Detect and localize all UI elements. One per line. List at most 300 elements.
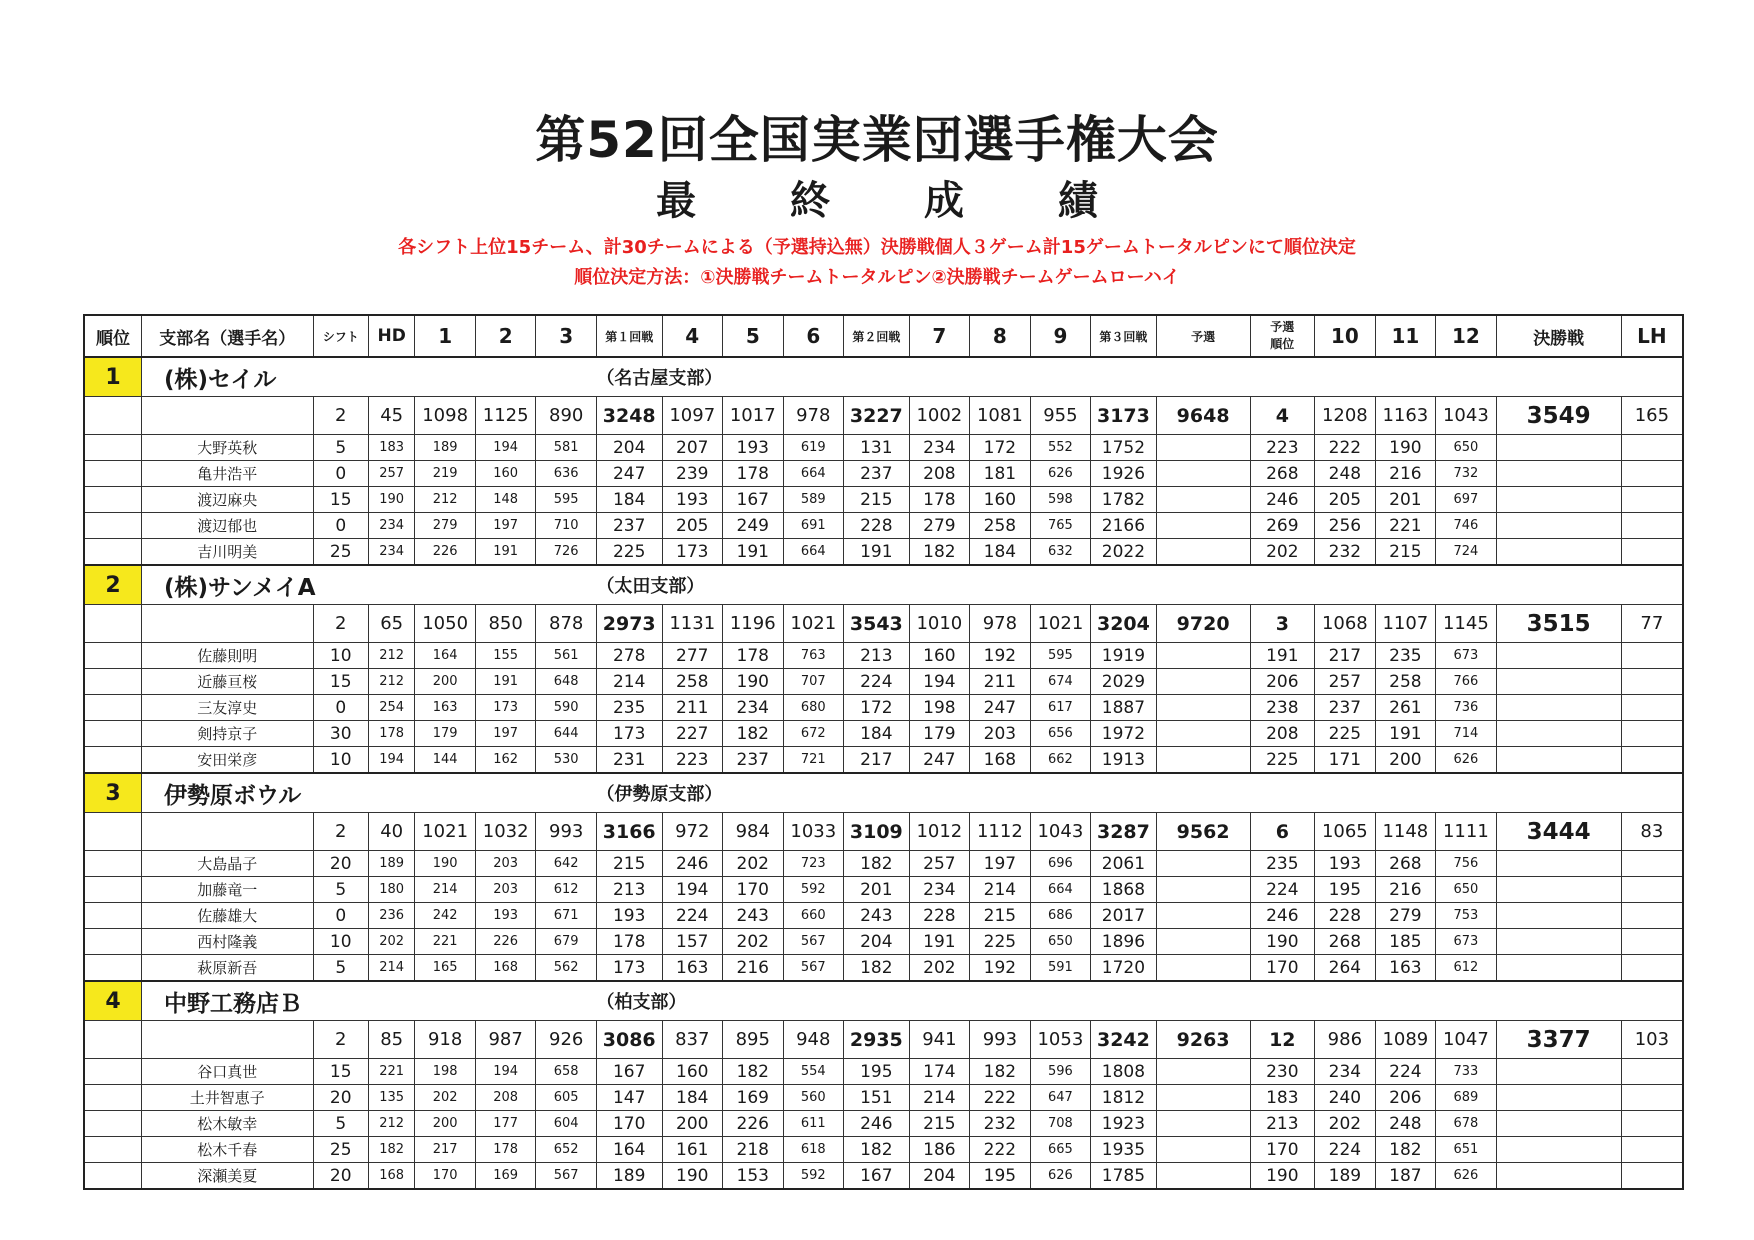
player-name: 佐藤雄大 [142, 903, 314, 929]
player-lh [1496, 1137, 1621, 1163]
team-round-3-total: 3173 [1091, 397, 1157, 435]
header-game-12: 12 [1436, 315, 1497, 357]
team-prelim-total: 9263 [1156, 1021, 1250, 1059]
player-game-1: 257 [368, 461, 414, 487]
player-lh [1496, 435, 1621, 461]
player-game-4: 170 [596, 1111, 662, 1137]
player-game-11: 237 [1315, 695, 1376, 721]
player-round-3-total: 596 [1030, 1059, 1091, 1085]
team-round-2-total: 3543 [844, 605, 910, 643]
player-game-6: 178 [723, 461, 784, 487]
player-lh-blank [1621, 1163, 1683, 1190]
team-game-1: 1021 [415, 813, 476, 851]
player-game-10: 238 [1250, 695, 1315, 721]
team-hd: 45 [368, 397, 414, 435]
player-prelim-total: 1720 [1091, 955, 1157, 982]
team-round-1-total: 3086 [596, 1021, 662, 1059]
player-rank-blank [84, 721, 142, 747]
player-rank-blank [84, 1163, 142, 1190]
player-game-12: 258 [1375, 669, 1436, 695]
player-game-10: 223 [1250, 435, 1315, 461]
player-hd: 30 [313, 721, 368, 747]
team-final-total: 3377 [1496, 1021, 1621, 1059]
player-game-8: 228 [909, 903, 970, 929]
header-prelim-rank-line2: 順位 [1270, 337, 1295, 351]
team-prelim-rank: 3 [1250, 605, 1315, 643]
team-game-12: 1111 [1436, 813, 1497, 851]
team-branch: （太田支部） [596, 565, 1683, 605]
player-game-8: 182 [909, 539, 970, 566]
player-lh-blank [1621, 487, 1683, 513]
player-prelim-total: 1923 [1091, 1111, 1157, 1137]
team-game-12: 1145 [1436, 605, 1497, 643]
player-prelim-rank [1156, 929, 1250, 955]
player-name: 安田栄彦 [142, 747, 314, 774]
player-game-1: 234 [368, 539, 414, 566]
player-lh-blank [1621, 513, 1683, 539]
team-game-12: 1043 [1436, 397, 1497, 435]
player-name: 西村隆義 [142, 929, 314, 955]
player-game-5: 194 [662, 877, 723, 903]
player-game-1: 180 [368, 877, 414, 903]
player-game-6: 170 [723, 877, 784, 903]
header-game-11: 11 [1375, 315, 1436, 357]
player-lh-blank [1621, 1137, 1683, 1163]
player-rank-blank [84, 435, 142, 461]
player-game-1: 221 [368, 1059, 414, 1085]
player-round-2-total: 680 [783, 695, 844, 721]
player-row [84, 1163, 1683, 1190]
player-game-8: 234 [909, 435, 970, 461]
player-lh [1496, 669, 1621, 695]
player-rank-blank [84, 695, 142, 721]
player-round-3-total: 650 [1030, 929, 1091, 955]
player-lh [1496, 1111, 1621, 1137]
player-game-6: 226 [723, 1111, 784, 1137]
player-prelim-total: 1868 [1091, 877, 1157, 903]
player-game-7: 213 [844, 643, 910, 669]
player-lh [1496, 1059, 1621, 1085]
player-lh-blank [1621, 955, 1683, 982]
player-lh [1496, 1163, 1621, 1190]
player-game-8: 204 [909, 1163, 970, 1190]
player-game-12: 215 [1375, 539, 1436, 566]
player-prelim-total: 1972 [1091, 721, 1157, 747]
player-rank-blank [84, 643, 142, 669]
team-header-row [84, 565, 1683, 605]
player-round-3-total: 595 [1030, 643, 1091, 669]
player-prelim-rank [1156, 721, 1250, 747]
player-game-7: 217 [844, 747, 910, 774]
player-game-4: 235 [596, 695, 662, 721]
player-game-1: 190 [368, 487, 414, 513]
player-lh-blank [1621, 929, 1683, 955]
player-game-11: 234 [1315, 1059, 1376, 1085]
player-row [84, 1085, 1683, 1111]
player-prelim-rank [1156, 539, 1250, 566]
player-game-9: 258 [970, 513, 1031, 539]
player-game-4: 215 [596, 851, 662, 877]
header-lh: LH [1621, 315, 1683, 357]
player-game-4: 189 [596, 1163, 662, 1190]
player-rank-blank [84, 1085, 142, 1111]
team-game-9: 1043 [1030, 813, 1091, 851]
player-game-4: 173 [596, 955, 662, 982]
player-game-7: 151 [844, 1085, 910, 1111]
player-game-9: 232 [970, 1111, 1031, 1137]
player-round-3-total: 656 [1030, 721, 1091, 747]
player-game-10: 191 [1250, 643, 1315, 669]
player-game-2: 190 [415, 851, 476, 877]
player-game-10: 202 [1250, 539, 1315, 566]
player-game-9: 222 [970, 1137, 1031, 1163]
player-round-3-total: 664 [1030, 877, 1091, 903]
team-game-10: 986 [1315, 1021, 1376, 1059]
player-hd: 20 [313, 1085, 368, 1111]
header-round-3: 第３回戦 [1091, 315, 1157, 357]
player-game-12: 187 [1375, 1163, 1436, 1190]
player-hd: 20 [313, 1163, 368, 1190]
player-name: 渡辺麻央 [142, 487, 314, 513]
player-game-1: 236 [368, 903, 414, 929]
team-total-name-blank [142, 813, 314, 851]
player-final-total: 756 [1436, 851, 1497, 877]
team-final-total: 3549 [1496, 397, 1621, 435]
player-game-1: 182 [368, 1137, 414, 1163]
player-game-7: 228 [844, 513, 910, 539]
player-game-4: 184 [596, 487, 662, 513]
team-lh: 103 [1621, 1021, 1683, 1059]
player-final-total: 766 [1436, 669, 1497, 695]
player-prelim-rank [1156, 695, 1250, 721]
player-rank-blank [84, 851, 142, 877]
player-game-10: 268 [1250, 461, 1315, 487]
player-round-1-total: 562 [536, 955, 597, 982]
player-round-3-total: 647 [1030, 1085, 1091, 1111]
player-game-4: 225 [596, 539, 662, 566]
player-game-2: 200 [415, 1111, 476, 1137]
player-rank-blank [84, 539, 142, 566]
team-total-name-blank [142, 1021, 314, 1059]
player-game-6: 243 [723, 903, 784, 929]
player-game-11: 264 [1315, 955, 1376, 982]
player-game-11: 268 [1315, 929, 1376, 955]
team-game-2: 1032 [475, 813, 536, 851]
player-lh [1496, 929, 1621, 955]
player-game-11: 193 [1315, 851, 1376, 877]
player-name: 亀井浩平 [142, 461, 314, 487]
player-game-9: 203 [970, 721, 1031, 747]
player-game-11: 189 [1315, 1163, 1376, 1190]
player-game-5: 227 [662, 721, 723, 747]
player-final-total: 714 [1436, 721, 1497, 747]
player-round-1-total: 710 [536, 513, 597, 539]
team-round-3-total: 3204 [1091, 605, 1157, 643]
team-game-9: 955 [1030, 397, 1091, 435]
player-game-3: 169 [475, 1163, 536, 1190]
player-row [84, 903, 1683, 929]
team-game-8: 993 [970, 1021, 1031, 1059]
player-name: 三友淳史 [142, 695, 314, 721]
team-total-row [84, 813, 1683, 851]
player-game-8: 214 [909, 1085, 970, 1111]
team-game-9: 1021 [1030, 605, 1091, 643]
team-game-11: 1148 [1375, 813, 1436, 851]
player-lh-blank [1621, 539, 1683, 566]
player-game-2: 200 [415, 669, 476, 695]
team-branch: （名古屋支部） [596, 357, 1683, 397]
player-rank-blank [84, 513, 142, 539]
player-final-total: 689 [1436, 1085, 1497, 1111]
player-hd: 0 [313, 461, 368, 487]
player-lh [1496, 851, 1621, 877]
team-total-rank-blank [84, 605, 142, 643]
team-header-row [84, 357, 1683, 397]
player-game-12: 224 [1375, 1059, 1436, 1085]
team-lh: 83 [1621, 813, 1683, 851]
player-row [84, 877, 1683, 903]
player-game-10: 224 [1250, 877, 1315, 903]
player-round-1-total: 604 [536, 1111, 597, 1137]
player-game-10: 235 [1250, 851, 1315, 877]
player-row [84, 435, 1683, 461]
player-round-2-total: 664 [783, 461, 844, 487]
player-game-9: 214 [970, 877, 1031, 903]
player-game-11: 248 [1315, 461, 1376, 487]
player-game-12: 279 [1375, 903, 1436, 929]
player-hd: 0 [313, 903, 368, 929]
team-lh: 165 [1621, 397, 1683, 435]
team-name: (株)セイル [142, 357, 597, 397]
player-final-total: 650 [1436, 877, 1497, 903]
player-game-4: 173 [596, 721, 662, 747]
team-rank: 1 [84, 357, 142, 397]
team-total-row [84, 1021, 1683, 1059]
team-game-7: 941 [909, 1021, 970, 1059]
player-game-8: 191 [909, 929, 970, 955]
player-prelim-rank [1156, 1137, 1250, 1163]
team-game-6: 978 [783, 397, 844, 435]
team-game-6: 948 [783, 1021, 844, 1059]
header-game-2: 2 [475, 315, 536, 357]
player-prelim-total: 1926 [1091, 461, 1157, 487]
player-lh-blank [1621, 721, 1683, 747]
player-game-12: 248 [1375, 1111, 1436, 1137]
player-prelim-total: 1752 [1091, 435, 1157, 461]
player-game-9: 195 [970, 1163, 1031, 1190]
player-row [84, 955, 1683, 982]
team-shift: 2 [313, 605, 368, 643]
team-shift: 2 [313, 397, 368, 435]
player-game-5: 207 [662, 435, 723, 461]
player-round-1-total: 642 [536, 851, 597, 877]
player-game-10: 170 [1250, 955, 1315, 982]
player-round-3-total: 708 [1030, 1111, 1091, 1137]
player-game-5: 239 [662, 461, 723, 487]
player-game-9: 225 [970, 929, 1031, 955]
player-game-7: 195 [844, 1059, 910, 1085]
player-game-8: 194 [909, 669, 970, 695]
player-prelim-total: 1935 [1091, 1137, 1157, 1163]
player-prelim-total: 2022 [1091, 539, 1157, 566]
player-row [84, 929, 1683, 955]
player-game-8: 257 [909, 851, 970, 877]
team-name: (株)サンメイA [142, 565, 597, 605]
player-game-7: 224 [844, 669, 910, 695]
team-game-3: 926 [536, 1021, 597, 1059]
header-game-3: 3 [536, 315, 597, 357]
player-final-total: 697 [1436, 487, 1497, 513]
player-prelim-rank [1156, 643, 1250, 669]
player-game-11: 195 [1315, 877, 1376, 903]
player-game-9: 172 [970, 435, 1031, 461]
player-game-3: 178 [475, 1137, 536, 1163]
player-row [84, 487, 1683, 513]
player-game-11: 257 [1315, 669, 1376, 695]
player-game-12: 191 [1375, 721, 1436, 747]
player-game-2: 214 [415, 877, 476, 903]
team-game-1: 918 [415, 1021, 476, 1059]
player-game-10: 170 [1250, 1137, 1315, 1163]
player-game-5: 163 [662, 955, 723, 982]
player-lh-blank [1621, 695, 1683, 721]
player-final-total: 650 [1436, 435, 1497, 461]
player-final-total: 673 [1436, 643, 1497, 669]
player-rank-blank [84, 669, 142, 695]
player-game-8: 179 [909, 721, 970, 747]
team-rank: 4 [84, 981, 142, 1021]
player-name: 佐藤則明 [142, 643, 314, 669]
player-game-7: 182 [844, 851, 910, 877]
player-game-2: 170 [415, 1163, 476, 1190]
player-round-2-total: 707 [783, 669, 844, 695]
player-game-6: 191 [723, 539, 784, 566]
player-game-12: 216 [1375, 461, 1436, 487]
player-prelim-rank [1156, 851, 1250, 877]
player-prelim-rank [1156, 1059, 1250, 1085]
player-name: 渡辺郁也 [142, 513, 314, 539]
player-game-5: 173 [662, 539, 723, 566]
player-game-7: 237 [844, 461, 910, 487]
team-total-rank-blank [84, 397, 142, 435]
player-game-12: 221 [1375, 513, 1436, 539]
player-game-3: 160 [475, 461, 536, 487]
player-game-7: 204 [844, 929, 910, 955]
player-game-3: 177 [475, 1111, 536, 1137]
player-prelim-rank [1156, 513, 1250, 539]
player-prelim-rank [1156, 669, 1250, 695]
player-round-3-total: 686 [1030, 903, 1091, 929]
player-round-2-total: 763 [783, 643, 844, 669]
team-lh: 77 [1621, 605, 1683, 643]
player-final-total: 753 [1436, 903, 1497, 929]
player-game-7: 215 [844, 487, 910, 513]
player-game-5: 200 [662, 1111, 723, 1137]
player-rank-blank [84, 487, 142, 513]
player-round-1-total: 530 [536, 747, 597, 774]
team-game-7: 1010 [909, 605, 970, 643]
player-hd: 15 [313, 487, 368, 513]
player-round-2-total: 721 [783, 747, 844, 774]
player-row [84, 669, 1683, 695]
player-round-2-total: 664 [783, 539, 844, 566]
player-game-4: 278 [596, 643, 662, 669]
player-prelim-rank [1156, 877, 1250, 903]
header-game-7: 7 [909, 315, 970, 357]
team-game-12: 1047 [1436, 1021, 1497, 1059]
team-header-row [84, 981, 1683, 1021]
player-round-2-total: 619 [783, 435, 844, 461]
player-round-2-total: 589 [783, 487, 844, 513]
player-game-12: 200 [1375, 747, 1436, 774]
player-game-12: 268 [1375, 851, 1436, 877]
player-prelim-total: 1812 [1091, 1085, 1157, 1111]
player-game-1: 168 [368, 1163, 414, 1190]
player-game-3: 173 [475, 695, 536, 721]
player-prelim-rank [1156, 1111, 1250, 1137]
player-game-8: 174 [909, 1059, 970, 1085]
player-final-total: 736 [1436, 695, 1497, 721]
team-round-1-total: 3248 [596, 397, 662, 435]
player-game-2: 226 [415, 539, 476, 566]
player-game-7: 172 [844, 695, 910, 721]
team-game-2: 987 [475, 1021, 536, 1059]
player-round-1-total: 644 [536, 721, 597, 747]
player-hd: 10 [313, 929, 368, 955]
player-lh-blank [1621, 669, 1683, 695]
player-game-3: 197 [475, 513, 536, 539]
player-round-3-total: 632 [1030, 539, 1091, 566]
player-game-3: 203 [475, 851, 536, 877]
team-game-5: 1017 [723, 397, 784, 435]
player-game-2: 163 [415, 695, 476, 721]
team-round-2-total: 3227 [844, 397, 910, 435]
player-row [84, 695, 1683, 721]
player-game-4: 237 [596, 513, 662, 539]
player-game-11: 240 [1315, 1085, 1376, 1111]
player-game-11: 202 [1315, 1111, 1376, 1137]
team-prelim-total: 9562 [1156, 813, 1250, 851]
header-rank: 順位 [84, 315, 142, 357]
player-game-3: 168 [475, 955, 536, 982]
player-game-4: 147 [596, 1085, 662, 1111]
player-round-3-total: 626 [1030, 461, 1091, 487]
player-row [84, 1137, 1683, 1163]
player-row [84, 721, 1683, 747]
team-branch: （柏支部） [596, 981, 1683, 1021]
team-game-8: 1112 [970, 813, 1031, 851]
player-name: 松木敏幸 [142, 1111, 314, 1137]
player-game-10: 269 [1250, 513, 1315, 539]
player-round-1-total: 561 [536, 643, 597, 669]
player-rank-blank [84, 747, 142, 774]
player-game-11: 256 [1315, 513, 1376, 539]
player-game-8: 208 [909, 461, 970, 487]
player-game-8: 160 [909, 643, 970, 669]
player-game-4: 231 [596, 747, 662, 774]
team-game-5: 895 [723, 1021, 784, 1059]
player-prelim-rank [1156, 955, 1250, 982]
header-round-2: 第２回戦 [844, 315, 910, 357]
player-hd: 0 [313, 513, 368, 539]
player-round-2-total: 660 [783, 903, 844, 929]
team-game-2: 850 [475, 605, 536, 643]
player-hd: 15 [313, 669, 368, 695]
player-hd: 5 [313, 435, 368, 461]
player-lh [1496, 539, 1621, 566]
team-game-10: 1065 [1315, 813, 1376, 851]
player-game-12: 261 [1375, 695, 1436, 721]
